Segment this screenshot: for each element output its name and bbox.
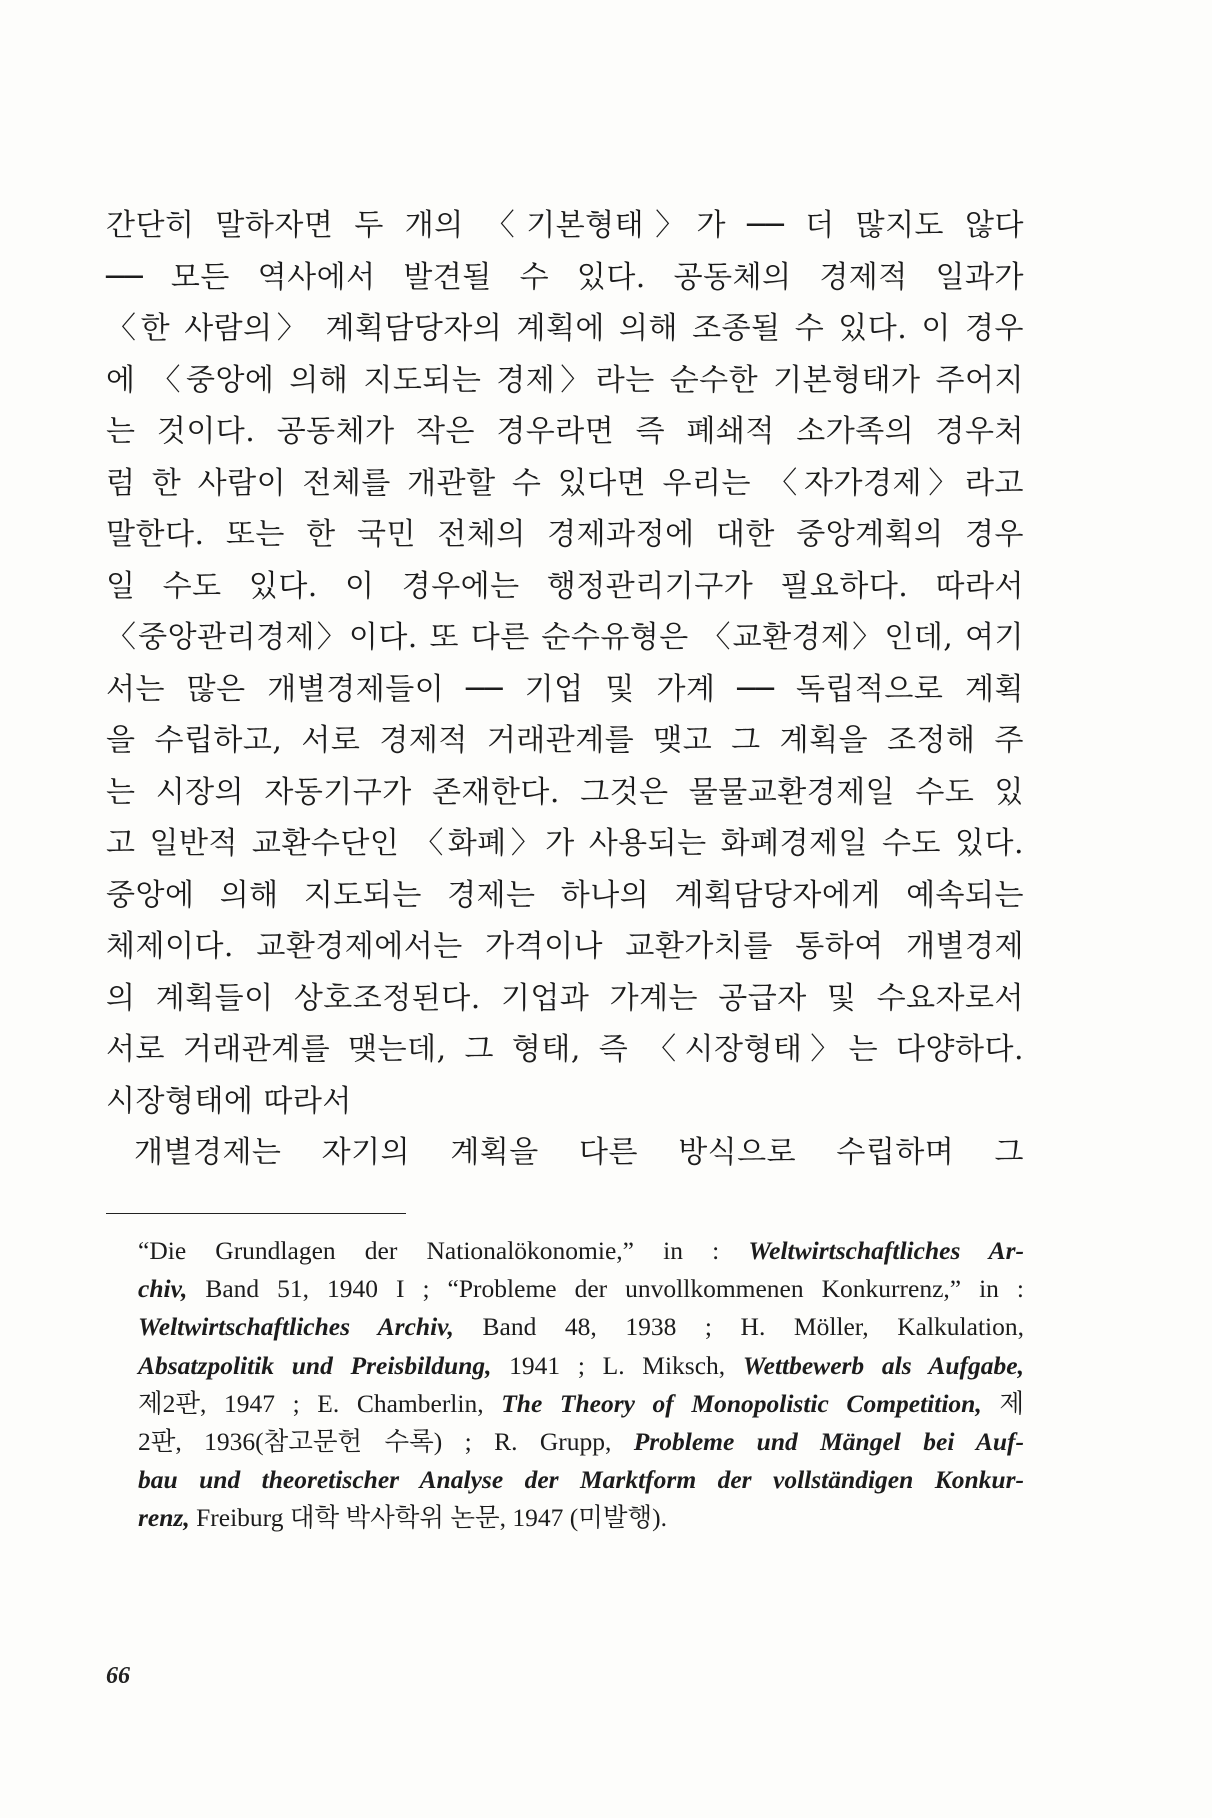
body-line: 간단히 말하자면 두 개의 〈기본형태〉가 ── 더 많지도 않다 — [106, 208, 1024, 243]
body-line: 일 수도 있다. 이 경우에는 행정관리기구가 필요하다. 따라서 — [106, 568, 1024, 604]
footnote-line: renz, Freiburg 대학 박사학위 논문, 1947 (미발행). — [138, 1503, 668, 1533]
body-text — [106, 200, 1024, 1179]
body-line: 중앙에 의해 지도되는 경제는 하나의 계획담당자에게 예속되는 — [106, 877, 1024, 913]
body-line: 말한다. 또는 한 국민 전체의 경제과정에 대한 중앙계획의 경우 — [106, 517, 1024, 552]
body-line: 서로 거래관계를 맺는데, 그 형태, 즉 〈시장형태〉는 다양하다. — [106, 1032, 1024, 1067]
body-line: 는 시장의 자동기구가 존재한다. 그것은 물물교환경제일 수도 있 — [106, 774, 1024, 810]
footnote-line: 제2판, 1947 ; E. Chamberlin, The Theory of Monopolistic Competition, 제 — [138, 1388, 1024, 1418]
body-line: 체제이다. 교환경제에서는 가격이나 교환가치를 통하여 개별경제 — [106, 929, 1024, 964]
footnote-line: bau und theoretischer Analyse der Marktform der vollständigen Konkur- — [138, 1465, 1024, 1495]
footnote-line: Weltwirtschaftliches Archiv, Band 48, 1938 ; H. Möller, Kalkulation, — [138, 1312, 1024, 1342]
body-line: 을 수립하고, 서로 경제적 거래관계를 맺고 그 계획을 조정해 주 — [106, 723, 1024, 758]
body-line: 〈한 사람의〉 계획담당자의 계획에 의해 조종될 수 있다. 이 경우 — [106, 311, 1024, 346]
body-line: 는 것이다. 공동체가 작은 경우라면 즉 폐쇄적 소가족의 경우처 — [106, 414, 1024, 449]
footnote-divider — [106, 1213, 406, 1214]
body-line: 개별경제는 자기의 계획을 다른 방식으로 수립하며 그 — [134, 1135, 1024, 1170]
body-line: 〈중앙관리경제〉이다. 또 다른 순수유형은 〈교환경제〉인데, 여기 — [106, 620, 1024, 655]
footnote-line: Absatzpolitik und Preisbildung, 1941 ; L. Miksch, Wettbewerb als Aufgabe, — [138, 1350, 1024, 1380]
body-line: 에 〈중앙에 의해 지도되는 경제〉라는 순수한 기본형태가 주어지 — [106, 362, 1024, 398]
footnote — [138, 1232, 1024, 1538]
body-line: 럼 한 사람이 전체를 개관할 수 있다면 우리는 〈자가경제〉라고 — [106, 465, 1024, 501]
body-line: 서는 많은 개별경제들이 ── 기업 및 가계 ── 독립적으로 계획 — [106, 671, 1024, 707]
body-line: 시장형태에 따라서 — [106, 1083, 352, 1119]
footnote-line: “Die Grundlagen der Nationalökonomie,” in : Weltwirtschaftliches Ar- — [138, 1236, 1024, 1265]
body-line: 의 계획들이 상호조정된다. 기업과 가계는 공급자 및 수요자로서 — [106, 980, 1024, 1016]
footnote-line: 2판, 1936(참고문헌 수록) ; R. Grupp, Probleme und Mängel bei Auf- — [138, 1426, 1024, 1456]
body-line: ── 모든 역사에서 발견될 수 있다. 공동체의 경제적 일과가 — [106, 259, 1024, 295]
body-line: 고 일반적 교환수단인 〈화폐〉가 사용되는 화폐경제일 수도 있다. — [106, 826, 1024, 861]
page-number: 66 — [106, 1663, 130, 1689]
footnote-line: chiv, Band 51, 1940 I ; “Probleme der unvollkommenen Konkurrenz,” in : — [138, 1274, 1024, 1304]
